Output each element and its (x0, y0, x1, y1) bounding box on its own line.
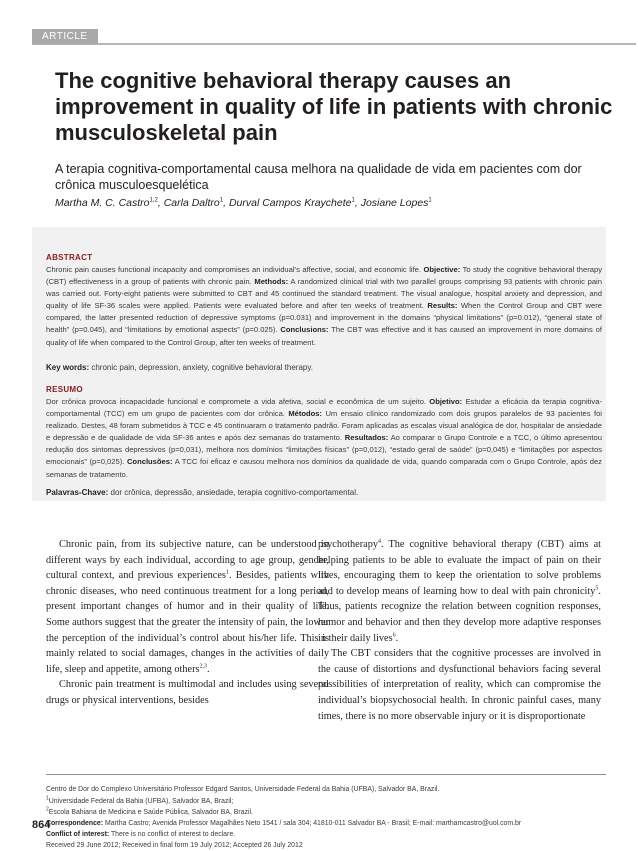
conflict-text: There is no conflict of interest to declare. (110, 831, 236, 838)
affiliation-text: Universidade Federal da Bahia (UFBA), Salvador BA, Brazil; (48, 798, 234, 805)
citation-ref: 5 (595, 585, 599, 592)
footnote-institution: Centro de Dor do Complexo Universitário Professor Edgard Santos, Universidade Federal da Bahia (UFBA), Salvador BA, Brazil. (46, 786, 440, 793)
footnote-affiliation-1 (46, 795, 606, 805)
citation-ref: 6 (392, 632, 396, 639)
body-text: Chronic pain, from its subjective nature, can be understood in different ways by each individual, according to age group, gender, cultural context, and previous experiences (46, 539, 329, 582)
abstract-results: When the Control Group and CBT were compared, the latter presented reduction of depressive symptoms (p=0.031) and improvement in the domains “physical limitations” (p=0.012), “general state of health” (p=0.045), and “limitations by emotional aspects” (p=0.025). (46, 301, 602, 335)
body-paragraph: The CBT considers that the cognitive processes are involved in the cause of distortions and dysfunctional behaviors facing several possibilities of interpretation of reality, which can compromise the individual’s biopsychosocial health. In chronic painful cases, many times, there is no more observable injury or it is disproportionate (318, 648, 601, 722)
body-text: . Thus, patients recognize the relation between cognition responses, humor and behavior and then they develop more adaptive responses in their daily lives (318, 585, 601, 644)
body-column-left (46, 537, 329, 709)
abstract-keywords (46, 363, 602, 372)
body-text: . (395, 632, 399, 644)
body-paragraph (46, 537, 329, 677)
resumo-keywords (46, 488, 602, 497)
footnote-rule (46, 774, 606, 775)
abstract-objective-label: Objective: (423, 265, 461, 274)
citation-ref: 2,3 (199, 663, 208, 670)
abstract-text (46, 264, 602, 349)
section-tag: ARTICLE (32, 29, 98, 44)
page-number: 864 (32, 819, 51, 831)
body-text: . (207, 663, 210, 675)
abstract-results-label: Results: (427, 301, 458, 311)
author-name: Carla Daltro (163, 197, 220, 209)
abstract-objective: To study the cognitive behavioral therapy (CBT) effectiveness in a group of patients with chronic pain. (46, 265, 602, 287)
abstract-heading: ABSTRACT (46, 253, 93, 262)
author-name: Josiane Lopes (360, 197, 429, 209)
body-text: psychotherapy (318, 539, 379, 550)
citation-ref: 4 (378, 538, 382, 545)
citation-ref: 1 (225, 569, 229, 576)
affiliation-text: Escola Bahiana de Medicina e Saúde Pública, Salvador BA, Brazil. (48, 809, 253, 816)
resumo-methods: Um ensaio clínico randomizado com dois grupos paralelos de 93 pacientes foi realizado. Destes, 48 foram submetidos à TCC e 45 continuaram o tratamento padrão. Foram aplicadas as escalas visual analógica de dor, hospitalar de ansiedade e depressão e de qualidade de vida SF-36 antes e após dez semanas do tratamento. (46, 409, 602, 443)
resumo-results: Ao comparar o Grupo Controle e a TCC, o último apresentou redução dos sintomas depressivos (p=0,031), melhora nos domínios “limitações físicas” (p=0,012), “estado geral de saúde” (p=0,045) e “limitações por aspectos emocionais” (p=0,025). (46, 433, 602, 467)
conflict-label: Conflict of interest: (46, 831, 110, 838)
affiliation-number: 1 (46, 795, 49, 802)
abstract-conclusions-label: Conclusions: (280, 325, 329, 335)
body-text: . The cognitive behavioral therapy (CBT) aims at helping patients to be able to evaluate the impact of pain on their lives, encouraging them to keep the orientation to solve problems and to develop means of learning how to deal with pain chronicity (318, 539, 601, 597)
palavras-chave-label: Palavras-Chave: (46, 488, 109, 497)
resumo-methods-label: Métodos: (288, 409, 323, 419)
body-text: . Besides, patients with chronic diseases, who need continuous treatment for a long period, present important changes of humor and in their quality of life. Some authors suggest that the greater the intensity of pain, the lower the perception of the individual’s control about his/her life. This is mainly related to social damages, changes in the activities of daily life, sleep and appetite, among others (46, 570, 329, 675)
correspondence-label: Correspondence: (46, 820, 104, 827)
resumo-objective: Estudar a eficácia da terapia cognitiva-comportamental (TCC) em um grupo de pacientes com dor crônica. (46, 397, 602, 419)
abstract-methods-label: Methods: (254, 277, 289, 287)
keywords-label: Key words: (46, 363, 90, 372)
header-rule (32, 43, 636, 45)
article-subtitle-pt: A terapia cognitiva-comportamental causa melhora na qualidade de vida em pacientes com dor crônica musculoesquelética (55, 162, 582, 192)
author-list: Martha M. C. Castro$^{1,2}$, Carla Daltro$^1$, Durval Campos Kraychete$^1$, Josiane Lopes$^1$ (55, 197, 432, 209)
footnote-received: Received 29 June 2012; Received in final form 19 July 2012; Accepted 26 July 2012 (46, 842, 303, 849)
author-name: Martha M. C. Castro (55, 197, 150, 209)
correspondence-text: Martha Castro; Avenida Professor Magalhães Neto 1541 / sala 304; 41810-011 Salvador BA - Brasil; E-mail: marthamcastro@uol.com.br (104, 820, 522, 827)
body-column-right (318, 537, 601, 724)
palavras-chave-value: dor crônica, depressão, ansiedade, terapia cognitivo-comportamental. (110, 488, 359, 497)
author-affiliation: 1,2 (149, 197, 158, 204)
resumo-conclusions: A TCC foi eficaz e causou melhora nos domínios da qualidade de vida, quando comparada com o Grupo Controle, após dez semanas de tratamento. (46, 457, 602, 479)
resumo-intro: Dor crônica provoca incapacidade funcional e compromete a vida afetiva, social e econômica de um sujeito. (46, 397, 427, 406)
resumo-objective-label: Objetivo: (429, 397, 463, 406)
body-paragraph: Chronic pain treatment is multimodal and includes using several drugs or physical interventions, besides (46, 679, 329, 706)
resumo-text (46, 396, 602, 481)
footnote-affiliation-2 (46, 806, 606, 816)
author-affiliation: 1 (219, 197, 224, 204)
abstract-methods: A randomized clinical trial with two parallel groups comprising 93 patients with chronic pain was carried out. Forty-eight patients were submitted to CBT and 45 continued the standard treatment. The visual analogue, hospital anxiety and depression, and quality of life SF-36 scales were applied. Patients were evaluated before and after ten weeks of treatment. (46, 277, 602, 311)
footnote-conflict (46, 831, 606, 838)
affiliation-number: 2 (46, 806, 49, 813)
author-affiliation: 1 (351, 197, 355, 204)
footnote-correspondence (46, 820, 606, 827)
body-paragraph (318, 537, 601, 646)
keywords-value: chronic pain, depression, anxiety, cognitive behavioral therapy. (91, 363, 313, 372)
resumo-conclusions-label: Conclusões: (126, 457, 173, 467)
author-affiliation: 1 (428, 197, 432, 204)
author-name: Durval Campos Kraychete (228, 197, 352, 209)
resumo-heading: RESUMO (46, 385, 83, 394)
article-title: The cognitive behavioral therapy causes an improvement in quality of life in patients with chronic musculoskeletal pain (55, 68, 613, 145)
abstract-intro: Chronic pain causes functional incapacity and compromises an individual’s affective, social, and economic life. (46, 265, 422, 274)
resumo-results-label: Resultados: (344, 433, 389, 443)
abstract-conclusions: The CBT was effective and it has caused an improvement in more domains of quality of life when compared to the Control Group, after ten weeks of treatment. (46, 325, 602, 347)
